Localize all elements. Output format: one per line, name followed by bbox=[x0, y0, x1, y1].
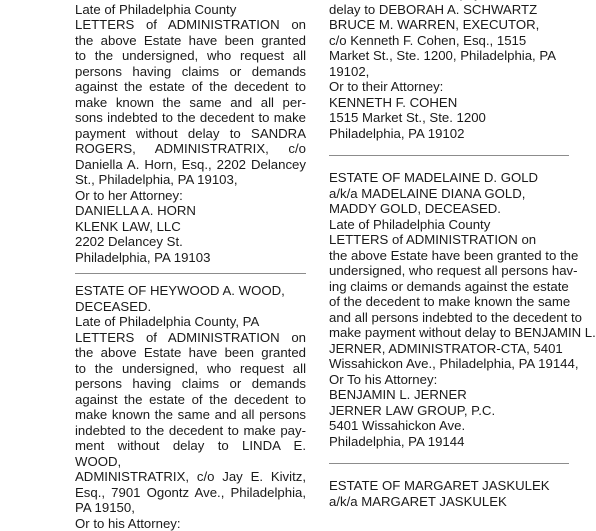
notice-line: ROGERS, ADMINISTRATRIX, c/o bbox=[75, 141, 306, 157]
notice-deborah-schwartz bbox=[329, 0, 569, 141]
notice-line: indebted to the decedent to make pay- bbox=[75, 423, 306, 439]
notice-line: persons having claims or demands bbox=[75, 376, 306, 392]
notice-line: the above Estate have been granted bbox=[75, 345, 306, 361]
notice-line: sons indebted to the decedent to make bbox=[75, 110, 306, 126]
notice-line: Philadelphia, PA 19102 bbox=[329, 126, 569, 142]
notice-sandra-rogers bbox=[75, 0, 306, 265]
notice-line: undersigned, who request all persons hav- bbox=[329, 263, 569, 279]
notice-line: 2202 Delancey St. bbox=[75, 234, 306, 250]
notice-line: JERNER, ADMINISTRATOR-CTA, 5401 bbox=[329, 341, 569, 357]
notice-line: the above Estate have been granted to the bbox=[329, 248, 569, 264]
notice-line: against the estate of the decedent to bbox=[75, 79, 306, 95]
notice-line: of the decedent to make known the same bbox=[329, 294, 569, 310]
notice-line: Late of Philadelphia County, PA bbox=[75, 314, 306, 330]
notice-line: a/k/a MADELAINE DIANA GOLD, bbox=[329, 186, 569, 202]
notice-line: Late of Philadelphia County bbox=[329, 217, 569, 233]
notice-line: MADDY GOLD, DECEASED. bbox=[329, 201, 569, 217]
notice-line: ESTATE OF HEYWOOD A. WOOD, bbox=[75, 283, 306, 299]
notice-line: ESTATE OF MARGARET JASKULEK bbox=[329, 478, 569, 494]
notice-line: Or to her Attorney: bbox=[75, 188, 306, 204]
notice-line: 1515 Market St., Ste. 1200 bbox=[329, 110, 569, 126]
notice-line: ADMINISTRATRIX, c/o Jay E. Kivitz, bbox=[75, 469, 306, 485]
left-column bbox=[75, 0, 306, 531]
notice-line: the above Estate have been granted bbox=[75, 33, 306, 49]
notice-madelaine-gold bbox=[329, 170, 569, 449]
notice-line: ing claims or demands against the estate bbox=[329, 279, 569, 295]
notice-heywood-wood bbox=[75, 283, 306, 531]
notice-line: persons having claims or demands bbox=[75, 64, 306, 80]
notice-line: ment without delay to LINDA E. WOOD, bbox=[75, 438, 306, 469]
notice-line: LETTERS of ADMINISTRATION on bbox=[75, 330, 306, 346]
notice-line: BENJAMIN L. JERNER bbox=[329, 387, 569, 403]
notice-line: KENNETH F. COHEN bbox=[329, 95, 569, 111]
notice-line: Esq., 7901 Ogontz Ave., Philadelphia, bbox=[75, 485, 306, 501]
notice-line: Market St., Ste. 1200, Philadelphia, PA bbox=[329, 48, 569, 64]
notice-line: make payment without delay to BENJAMIN L. bbox=[329, 325, 569, 341]
notice-line: Philadelphia, PA 19144 bbox=[329, 434, 569, 450]
notice-margaret-jaskulek bbox=[329, 478, 569, 509]
notice-line: to the undersigned, who request all bbox=[75, 361, 306, 377]
notice-line: Or to their Attorney: bbox=[329, 79, 569, 95]
notice-line: JERNER LAW GROUP, P.C. bbox=[329, 403, 569, 419]
notice-line: make known the same and all persons bbox=[75, 407, 306, 423]
notice-line: KLENK LAW, LLC bbox=[75, 219, 306, 235]
notice-line: against the estate of the decedent to bbox=[75, 392, 306, 408]
notice-line: to the undersigned, who request all bbox=[75, 48, 306, 64]
notice-divider bbox=[75, 273, 306, 274]
notice-line: BRUCE M. WARREN, EXECUTOR, bbox=[329, 17, 569, 33]
notice-line: Or to his Attorney: bbox=[75, 516, 306, 531]
notice-line: Philadelphia, PA 19103 bbox=[75, 250, 306, 266]
notice-line: 5401 Wissahickon Ave. bbox=[329, 418, 569, 434]
notice-line: payment without delay to SANDRA bbox=[75, 126, 306, 142]
notice-line: make known the same and all per- bbox=[75, 95, 306, 111]
notice-line: 19102, bbox=[329, 64, 569, 80]
notice-line: and all persons indebted to the decedent to bbox=[329, 310, 569, 326]
notice-divider bbox=[329, 155, 569, 156]
notice-line: St., Philadelphia, PA 19103, bbox=[75, 172, 306, 188]
notice-line: PA 19150, bbox=[75, 500, 306, 516]
notice-line: a/k/a MARGARET JASKULEK bbox=[329, 494, 569, 510]
notice-line: DECEASED. bbox=[75, 299, 306, 315]
notice-line: DANIELLA A. HORN bbox=[75, 203, 306, 219]
notice-line: c/o Kenneth F. Cohen, Esq., 1515 bbox=[329, 33, 569, 49]
notice-line: Or To his Attorney: bbox=[329, 372, 569, 388]
notice-line: Late of Philadelphia County bbox=[75, 2, 306, 18]
notice-line: Daniella A. Horn, Esq., 2202 Delancey bbox=[75, 157, 306, 173]
right-column bbox=[329, 0, 569, 509]
notice-line: Wissahickon Ave., Philadelphia, PA 19144, bbox=[329, 356, 569, 372]
notice-line: delay to DEBORAH A. SCHWARTZ bbox=[329, 2, 569, 18]
notice-line: LETTERS of ADMINISTRATION on bbox=[329, 232, 569, 248]
notice-divider bbox=[329, 463, 569, 464]
notice-line: ESTATE OF MADELAINE D. GOLD bbox=[329, 170, 569, 186]
notice-line: LETTERS of ADMINISTRATION on bbox=[75, 17, 306, 33]
